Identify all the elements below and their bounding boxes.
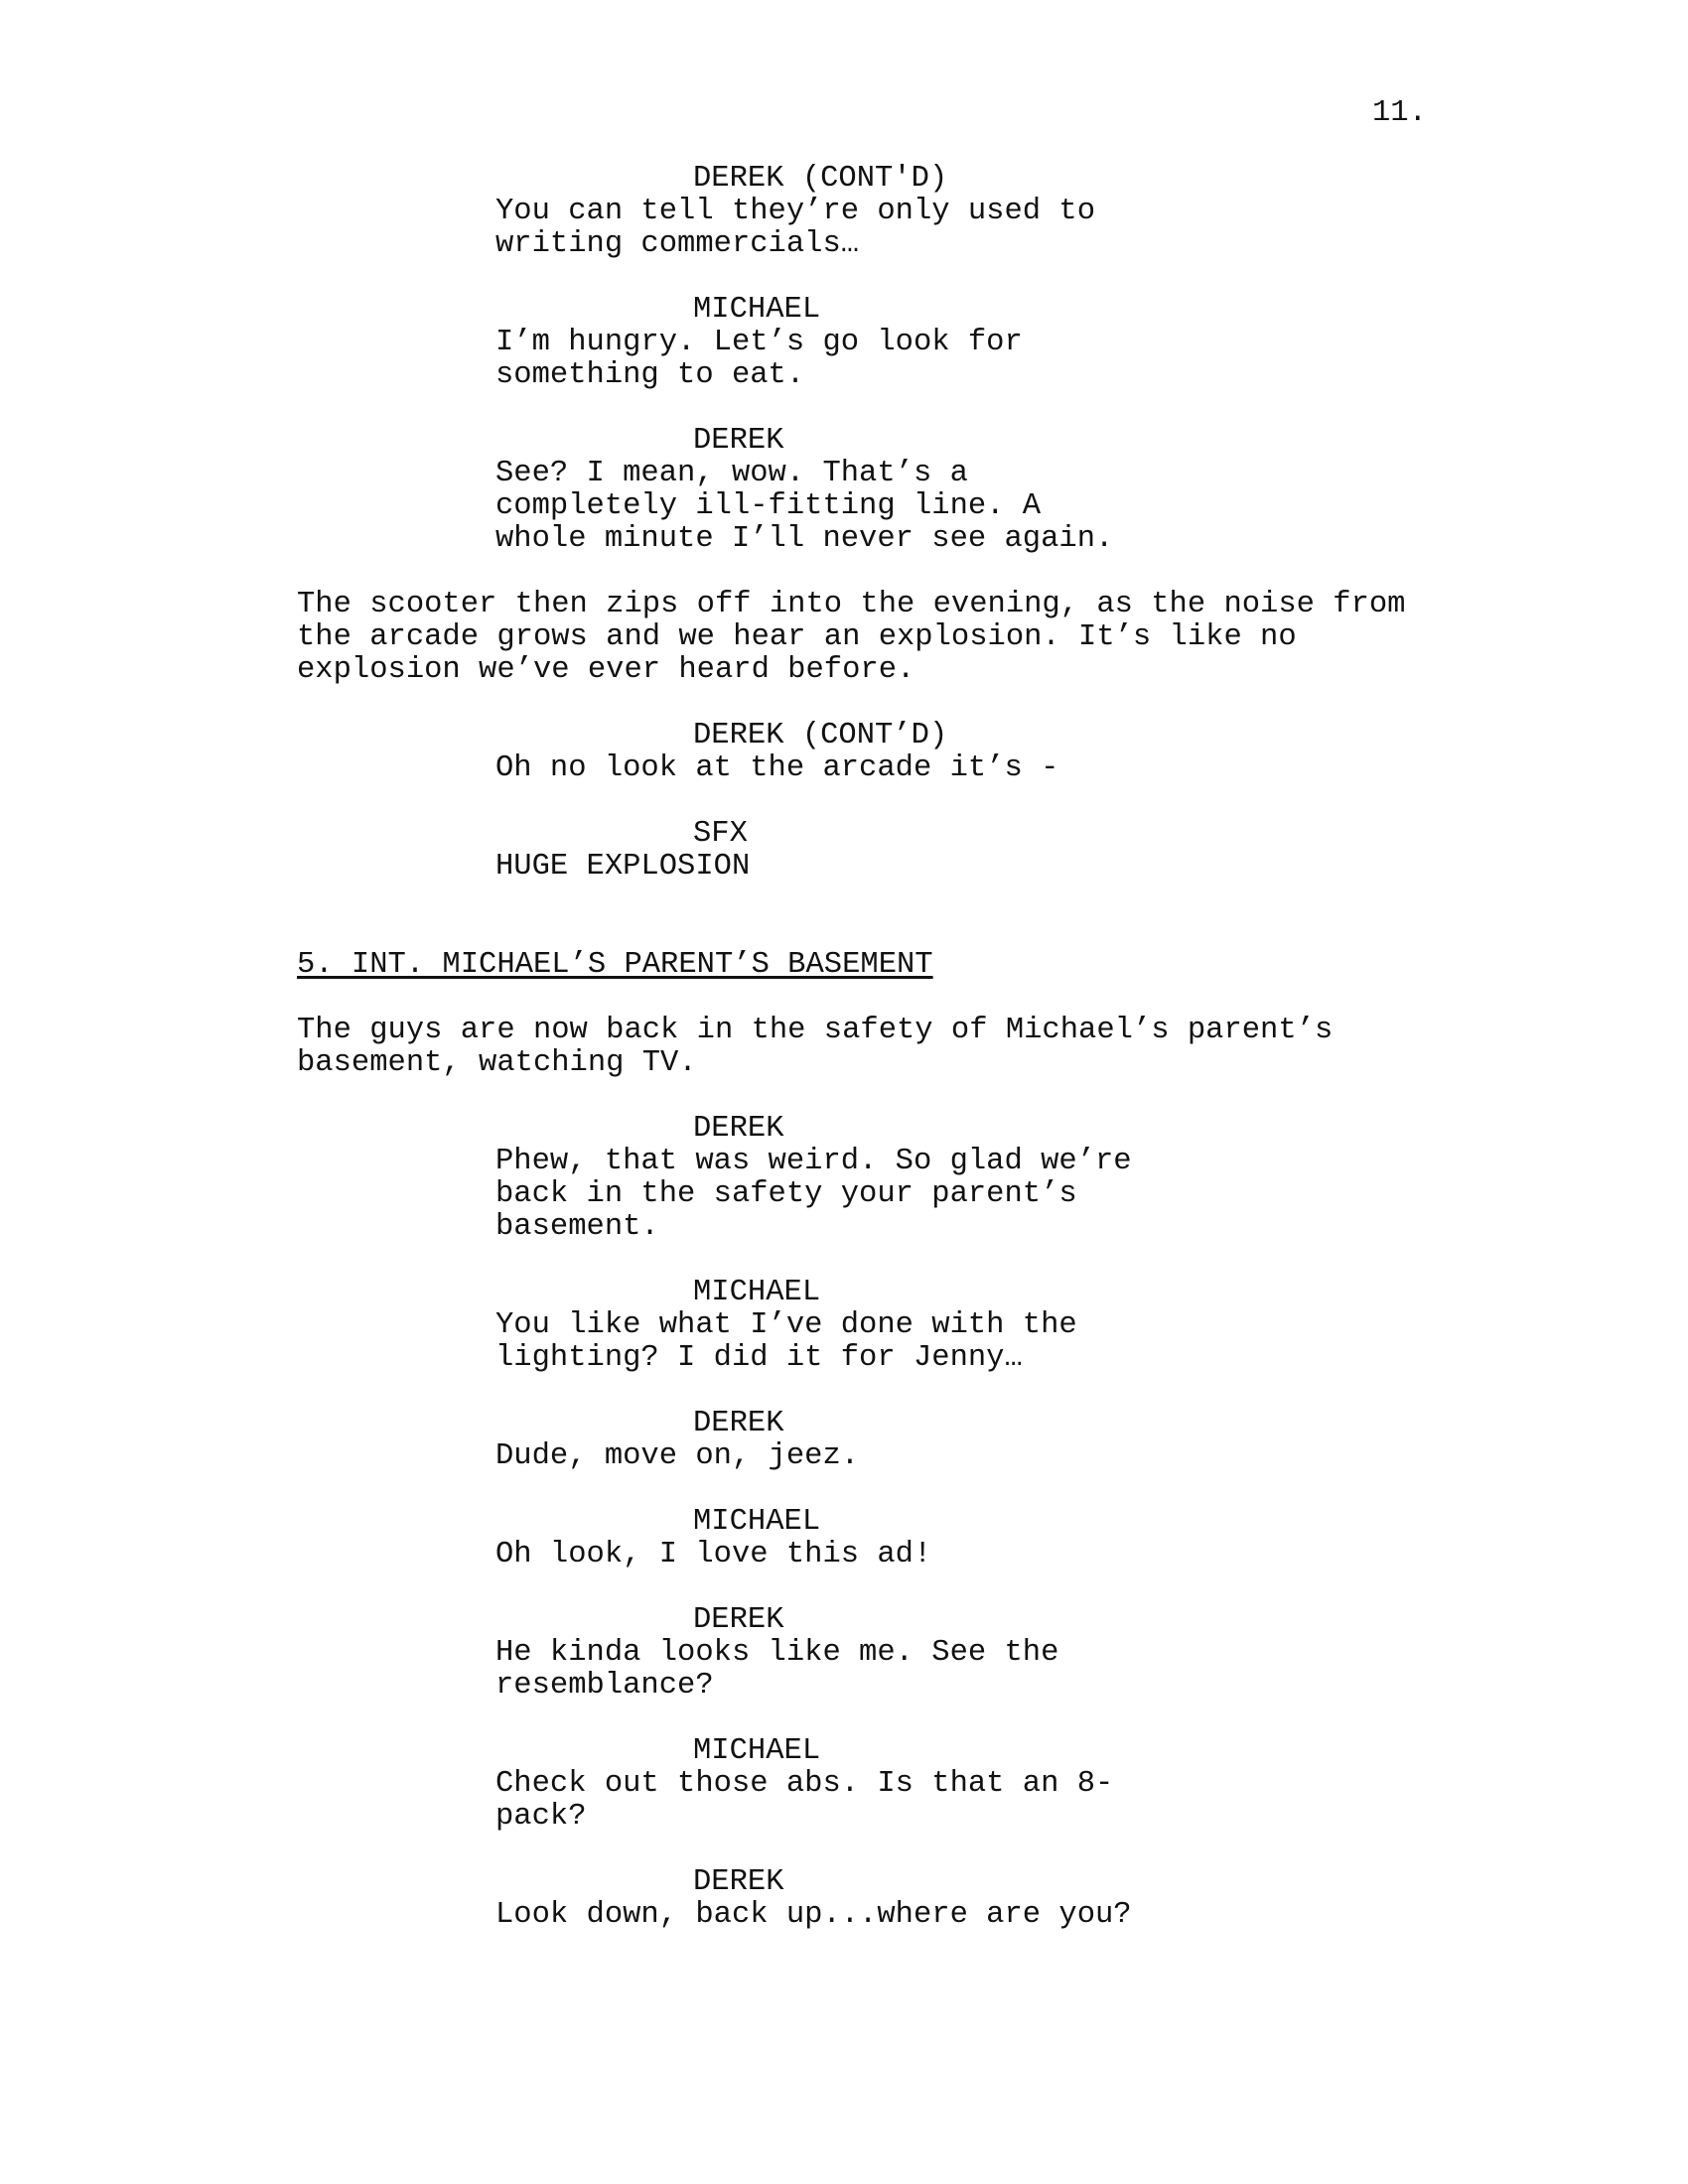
- character-name: DEREK: [693, 1865, 784, 1899]
- character-name: DEREK: [693, 1603, 784, 1637]
- character-name: DEREK: [693, 1112, 784, 1146]
- dialogue: HUGE EXPLOSION: [495, 850, 751, 884]
- dialogue: You can tell they’re only used to writing commercials…: [495, 195, 1095, 261]
- script-body: [0, 163, 1688, 1932]
- dialogue: Check out those abs. Is that an 8- pack?: [495, 1767, 1114, 1834]
- character-name: DEREK: [693, 1407, 784, 1440]
- character-name: MICHAEL: [693, 1734, 821, 1768]
- character-name: DEREK: [693, 424, 784, 458]
- dialogue: You like what I’ve done with the lighting? I did it for Jenny…: [495, 1308, 1077, 1375]
- character-name: SFX: [693, 817, 748, 851]
- dialogue: See? I mean, wow. That’s a completely ill-fitting line. A whole minute I’ll never see again.: [495, 457, 1114, 556]
- dialogue: Phew, that was weird. So glad we’re back in the safety your parent’s basement.: [495, 1145, 1132, 1244]
- character-name: DEREK (CONT’D): [693, 719, 948, 752]
- action-line: The scooter then zips off into the evening, as the noise from the arcade grows and we hear an explosion. It’s like no explosion we’ve ever heard before.: [297, 588, 1406, 687]
- character-name: DEREK (CONT'D): [693, 162, 948, 196]
- scene-heading: 5. INT. MICHAEL’S PARENT’S BASEMENT: [297, 948, 933, 982]
- dialogue: I’m hungry. Let’s go look for something to eat.: [495, 326, 1023, 392]
- page-number: 11.: [1372, 96, 1427, 130]
- dialogue: Oh no look at the arcade it’s -: [495, 751, 1059, 785]
- dialogue: Dude, move on, jeez.: [495, 1439, 860, 1473]
- character-name: MICHAEL: [693, 1505, 821, 1539]
- action-line: The guys are now back in the safety of Michael’s parent’s basement, watching TV.: [297, 1014, 1334, 1080]
- character-name: MICHAEL: [693, 1276, 821, 1309]
- dialogue: He kinda looks like me. See the resemblance?: [495, 1636, 1059, 1703]
- dialogue: Oh look, I love this ad!: [495, 1538, 932, 1571]
- character-name: MICHAEL: [693, 293, 821, 327]
- dialogue: Look down, back up...where are you?: [495, 1898, 1132, 1932]
